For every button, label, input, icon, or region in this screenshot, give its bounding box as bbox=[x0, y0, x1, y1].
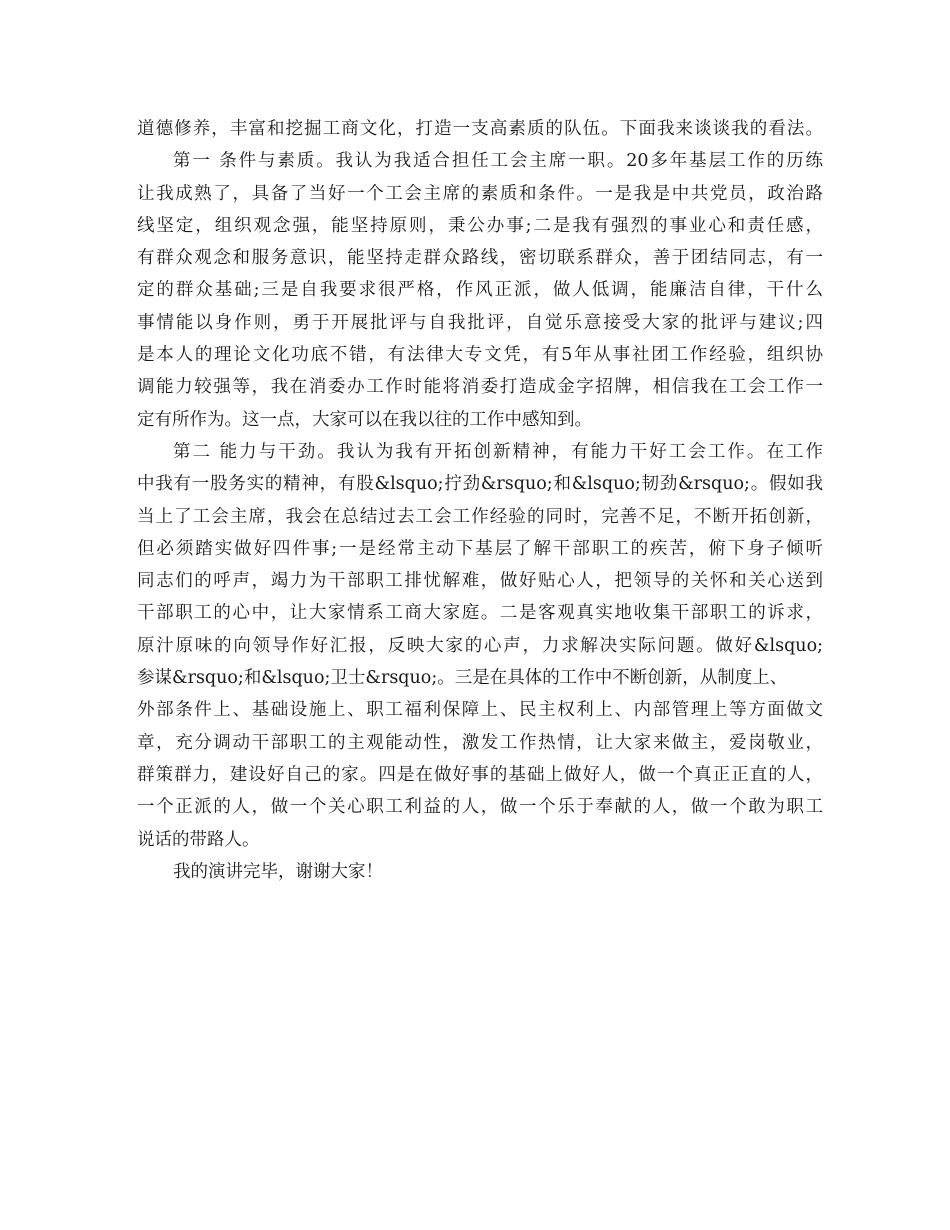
text-line: 当上了工会主席，我会在总结过去工会工作经验的同时，完善不足，不断开拓创新， bbox=[137, 506, 823, 527]
text-line: 定有所作为。这一点，大家可以在我以往的工作中感知到。 bbox=[137, 409, 592, 430]
text-line: 线坚定，组织观念强，能坚持原则，秉公办事;二是我有强烈的事业心和责任感， bbox=[137, 215, 823, 236]
text-line: 中我有一股务实的精神，有股&lsquo;拧劲&rsquo;和&lsquo;韧劲&rsquo;。假如我 bbox=[137, 474, 823, 495]
text-line: 调能力较强等，我在消委办工作时能将消委打造成金字招牌，相信我在工会工作一 bbox=[137, 377, 823, 398]
text-line: 是本人的理论文化功底不错，有法律大专文凭，有5年从事社团工作经验，组织协 bbox=[137, 345, 823, 366]
document-body bbox=[137, 113, 823, 888]
text-line: 定的群众基础;三是自我要求很严格，作风正派，做人低调，能廉洁自律，干什么 bbox=[137, 280, 823, 301]
text-line: 有群众观念和服务意识，能坚持走群众路线，密切联系群众，善于团结同志，有一 bbox=[137, 248, 823, 269]
text-line: 干部职工的心中，让大家情系工商大家庭。二是客观真实地收集干部职工的诉求， bbox=[137, 603, 823, 624]
text-line: 一个正派的人，做一个关心职工利益的人，做一个乐于奉献的人，做一个敢为职工 bbox=[137, 797, 823, 818]
text-line: 第二 能力与干劲。我认为我有开拓创新精神，有能力干好工会工作。在工作 bbox=[173, 441, 823, 462]
text-line: 让我成熟了，具备了当好一个工会主席的素质和条件。一是我是中共党员，政治路 bbox=[137, 183, 823, 204]
text-line: 群策群力，建设好自己的家。四是在做好事的基础上做好人，做一个真正正直的人， bbox=[137, 764, 823, 785]
text-line: 参谋&rsquo;和&lsquo;卫士&rsquo;。三是在具体的工作中不断创新，从制度上、 bbox=[137, 668, 788, 689]
text-line: 我的演讲完毕，谢谢大家！ bbox=[173, 861, 383, 882]
text-line: 原汁原味的向领导作好汇报，反映大家的心声，力求解决实际问题。做好&lsquo; bbox=[137, 635, 823, 656]
text-line: 说话的带路人。 bbox=[137, 829, 260, 850]
text-line: 外部条件上、基础设施上、职工福利保障上、民主权利上、内部管理上等方面做文 bbox=[137, 700, 823, 721]
text-line: 章，充分调动干部职工的主观能动性，激发工作热情，让大家来做主，爱岗敬业， bbox=[137, 732, 823, 753]
text-line: 道德修养，丰富和挖掘工商文化，打造一支高素质的队伍。下面我来谈谈我的看法。 bbox=[137, 119, 823, 139]
text-line: 同志们的呼声，竭力为干部职工排忧解难，做好贴心人，把领导的关怀和关心送到 bbox=[137, 571, 823, 592]
text-line: 事情能以身作则，勇于开展批评与自我批评，自觉乐意接受大家的批评与建议;四 bbox=[137, 312, 823, 333]
text-line: 但必须踏实做好四件事;一是经常主动下基层了解干部职工的疾苦，俯下身子倾听 bbox=[137, 538, 823, 559]
text-line: 第一 条件与素质。我认为我适合担任工会主席一职。20多年基层工作的历练 bbox=[173, 151, 823, 172]
